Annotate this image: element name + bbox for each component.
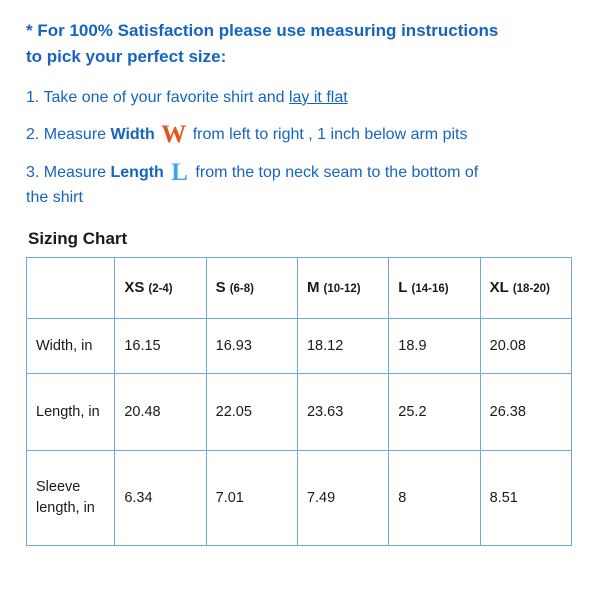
table-header-l — [389, 258, 480, 319]
step-3-text-pre: Measure — [43, 163, 111, 181]
cell-width-xl: 20.08 — [480, 319, 571, 374]
cell-width-m: 18.12 — [297, 319, 388, 374]
step-3-text-post2: the shirt — [26, 189, 83, 207]
step-2-text-post: from left to right , 1 inch below arm pits — [192, 126, 468, 144]
table-header-s — [206, 258, 297, 319]
step-1-underlined-text: lay it flat — [288, 88, 348, 106]
length-marker-icon: L — [171, 158, 188, 186]
row-label-length: Length, in — [27, 374, 115, 451]
step-1-number: 1. — [26, 88, 40, 106]
step-2 — [26, 122, 574, 148]
table-header-l-label: L — [398, 279, 408, 297]
table-header-s-sub: (6-8) — [229, 283, 254, 296]
cell-length-l: 25.2 — [389, 374, 480, 451]
cell-length-xs: 20.48 — [115, 374, 206, 451]
table-row — [27, 451, 572, 546]
cell-sleeve-xl: 8.51 — [480, 451, 571, 546]
sizing-chart-table — [26, 257, 572, 546]
cell-length-s: 22.05 — [206, 374, 297, 451]
table-header-xl-sub: (18-20) — [512, 283, 550, 296]
table-corner-cell — [27, 258, 115, 319]
intro-line-1: * For 100% Satisfaction please use measuring instructions — [26, 21, 499, 40]
step-1 — [26, 85, 574, 111]
table-row — [27, 319, 572, 374]
table-header-s-label: S — [215, 279, 226, 297]
table-header-xs — [115, 258, 206, 319]
cell-length-m: 23.63 — [297, 374, 388, 451]
step-3-text-post: from the top neck seam to the bottom of — [195, 163, 479, 181]
cell-sleeve-m: 7.49 — [297, 451, 388, 546]
sizing-chart-title: Sizing Chart — [28, 229, 128, 249]
table-header-row — [27, 258, 572, 319]
cell-sleeve-s: 7.01 — [206, 451, 297, 546]
table-header-xs-sub: (2-4) — [148, 283, 173, 296]
table-header-xl — [480, 258, 571, 319]
cell-length-xl: 26.38 — [480, 374, 571, 451]
step-2-number: 2. — [26, 126, 40, 144]
step-3-keyword: Length — [110, 163, 164, 181]
width-marker-icon: W — [161, 121, 187, 149]
intro-line-2: to pick your perfect size: — [26, 47, 227, 67]
cell-width-l: 18.9 — [389, 319, 480, 374]
intro-text — [26, 18, 574, 71]
step-2-text-pre: Measure — [43, 126, 111, 144]
row-label-width: Width, in — [27, 319, 115, 374]
step-3-number: 3. — [26, 163, 40, 181]
step-1-text: Take one of your favorite shirt and — [43, 88, 289, 106]
cell-width-xs: 16.15 — [115, 319, 206, 374]
step-2-keyword: Width — [110, 126, 155, 144]
row-label-sleeve-length: Sleeve length, in — [27, 451, 115, 546]
table-row — [27, 374, 572, 451]
cell-sleeve-xs: 6.34 — [115, 451, 206, 546]
table-header-l-sub: (14-16) — [411, 283, 449, 296]
table-header-m — [297, 258, 388, 319]
table-header-m-sub: (10-12) — [323, 283, 361, 296]
cell-sleeve-l: 8 — [389, 451, 480, 546]
table-header-xs-label: XS — [124, 279, 145, 297]
cell-width-s: 16.93 — [206, 319, 297, 374]
table-header-xl-label: XL — [489, 279, 509, 297]
table-header-m-label: M — [306, 279, 320, 297]
step-3 — [26, 160, 574, 211]
